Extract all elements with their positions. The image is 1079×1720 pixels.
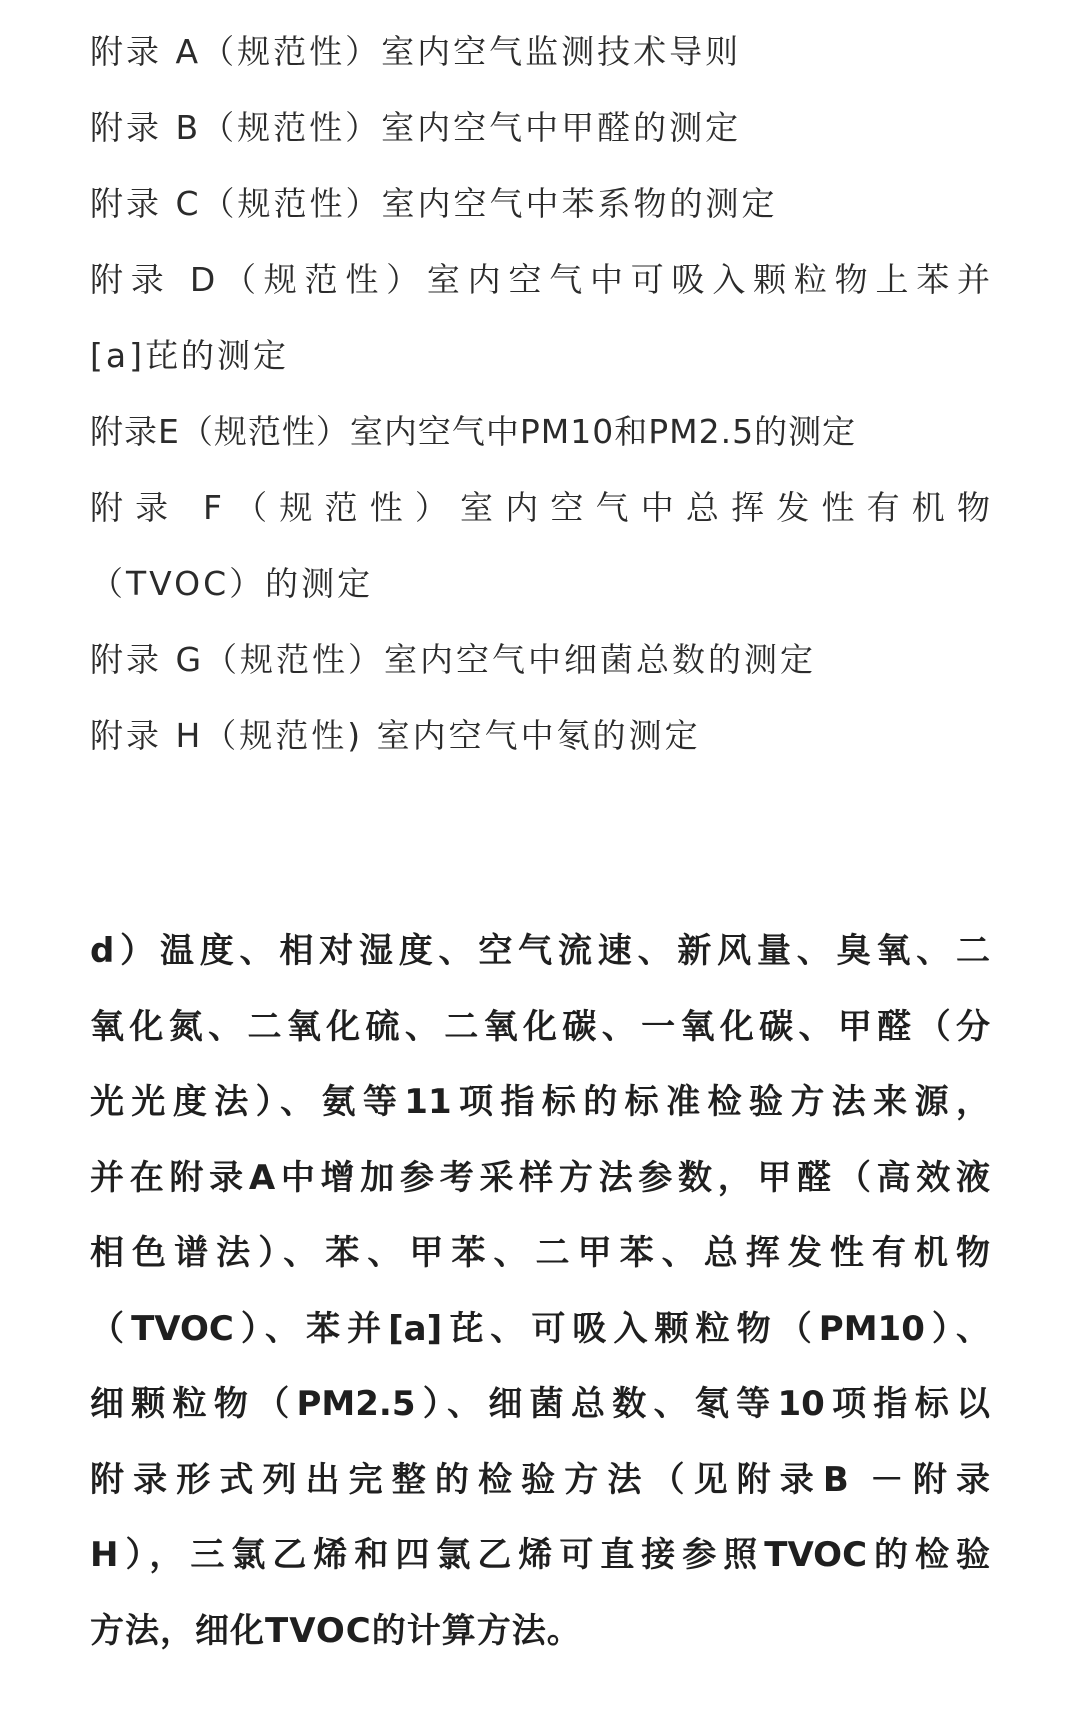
appendix-c: 附录 C（规范性）室内空气中苯系物的测定 [90, 184, 778, 223]
appendix-a: 附录 A（规范性）室内空气监测技术导则 [90, 32, 742, 71]
appendix-e: 附录E（规范性）室内空气中PM10和PM2.5的测定 [90, 412, 857, 451]
appendix-f-continued: （TVOC）的测定 [90, 564, 374, 603]
summary-line: 相色谱法）、苯、甲苯、二甲苯、总挥发性有机物 [90, 1233, 990, 1273]
summary-line: 氧化氮、二氧化硫、二氧化碳、一氧化碳、甲醛（分 [90, 1006, 990, 1047]
summary-line: 并在附录A中增加参考采样方法参数，甲醛（高效液 [90, 1157, 990, 1198]
summary-line: 细颗粒物（PM2.5）、细菌总数、氡等10项指标以 [90, 1384, 990, 1424]
summary-line: d）温度、相对湿度、空气流速、新风量、臭氧、二 [90, 931, 990, 971]
appendix-d: 附录 D（规范性）室内空气中可吸入颗粒物上苯并 [90, 260, 990, 299]
appendix-list [90, 14, 990, 774]
appendix-b: 附录 B（规范性）室内空气中甲醛的测定 [90, 108, 742, 147]
summary-line: 附录形式列出完整的检验方法（见附录B －附录 [90, 1459, 990, 1500]
appendix-g: 附录 G（规范性）室内空气中细菌总数的测定 [90, 640, 817, 679]
appendix-d-continued: [a]芘的测定 [90, 336, 289, 375]
summary-line: H），三氯乙烯和四氯乙烯可直接参照TVOC的检验 [90, 1535, 990, 1575]
summary-line: 光光度法）、氨等11项指标的标准检验方法来源， [90, 1082, 990, 1122]
summary-paragraph [90, 914, 990, 1669]
summary-line: （TVOC）、苯并[a]芘、可吸入颗粒物（PM10）、 [90, 1308, 990, 1349]
appendix-h: 附录 H（规范性) 室内空气中氡的测定 [90, 716, 701, 755]
summary-line: 方法，细化TVOC的计算方法。 [90, 1610, 582, 1651]
appendix-f: 附录 F（规范性）室内空气中总挥发性有机物 [90, 488, 990, 527]
